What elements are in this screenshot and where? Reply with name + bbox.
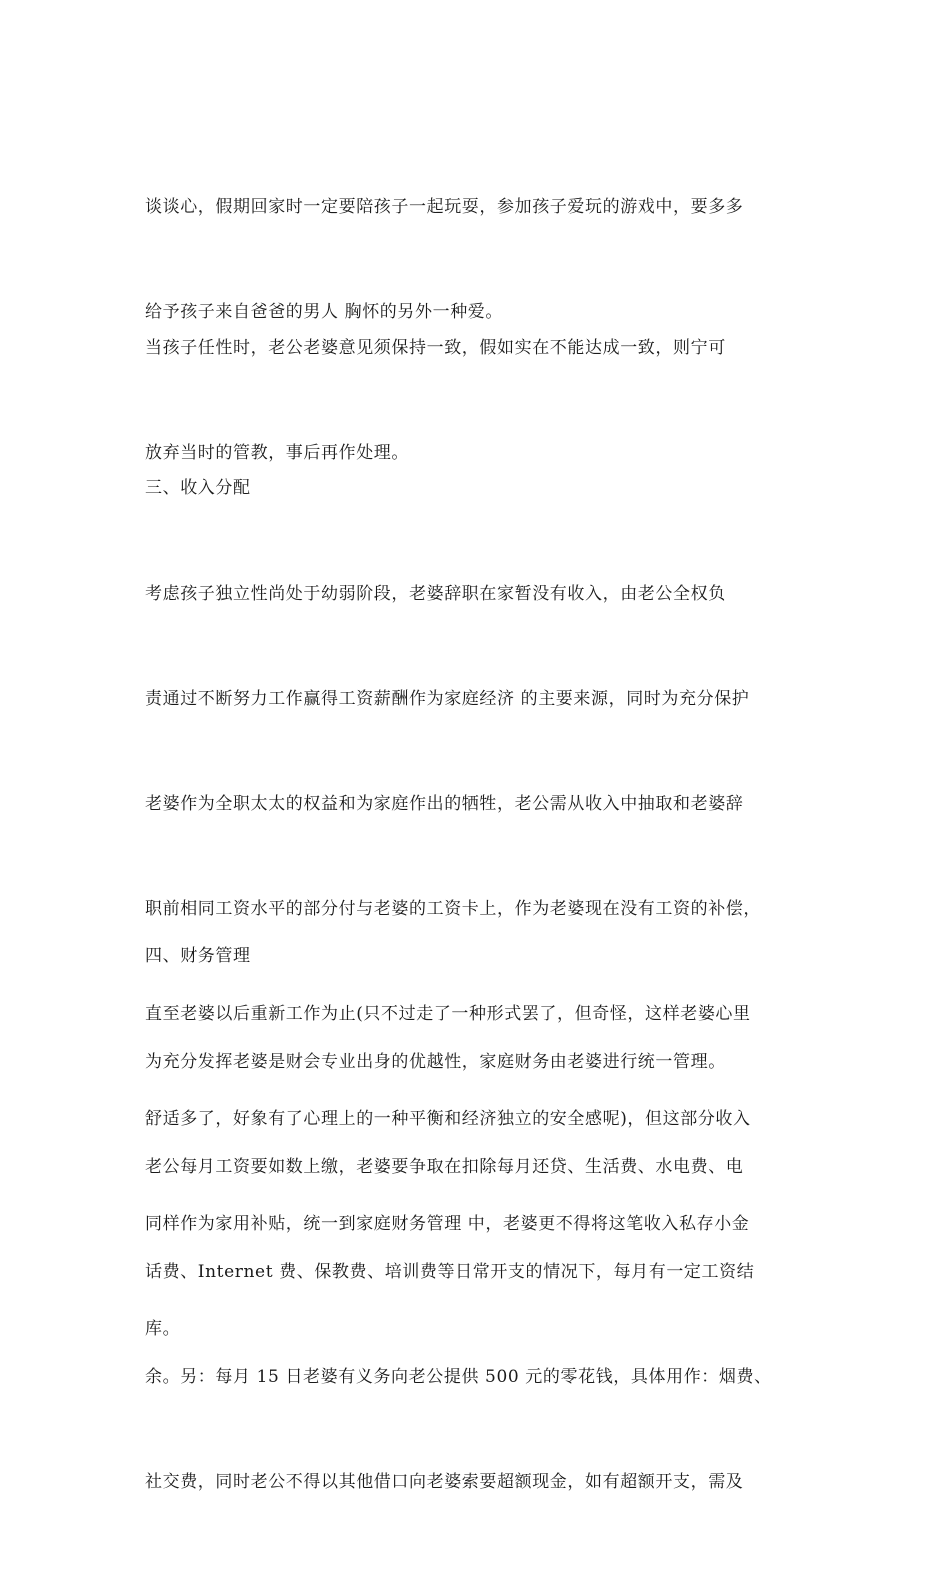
paragraph-line: 同样作为家用补贴，统一到家庭财务管理 中，老婆更不得将这笔收入私存小金 xyxy=(145,1214,750,1234)
section-heading-text: 四、财务管理 xyxy=(145,946,251,966)
paragraph-line: 当孩子任性时，老公老婆意见须保持一致，假如实在不能达成一致，则宁可 xyxy=(145,338,726,358)
paragraph-line: 直至老婆以后重新工作为止(只不过走了一种形式罢了，但奇怪，这样老婆心里 xyxy=(145,1004,751,1024)
paragraph-line: 舒适多了，好象有了心理上的一种平衡和经济独立的安全感呢)，但这部分收入 xyxy=(145,1109,751,1129)
paragraph-line: 库。 xyxy=(145,1319,181,1339)
paragraph-line: 话费、Internet 费、保教费、培训费等日常开支的情况下，每月有一定工资结 xyxy=(145,1262,755,1282)
paragraph-line: 谈谈心，假期回家时一定要陪孩子一起玩耍，参加孩子爱玩的游戏中，要多多 xyxy=(145,197,744,217)
paragraph-line: 为充分发挥老婆是财会专业出身的优越性，家庭财务由老婆进行统一管理。 xyxy=(145,1052,726,1072)
paragraph-line: 职前相同工资水平的部分付与老婆的工资卡上，作为老婆现在没有工资的补偿， xyxy=(145,899,761,919)
paragraph-line: 给予孩子来自爸爸的男人 胸怀的另外一种爱。 xyxy=(145,302,504,322)
paragraph-4 xyxy=(145,975,805,1570)
paragraph-line: 考虑孩子独立性尚处于幼弱阶段，老婆辞职在家暂没有收入，由老公全权负 xyxy=(145,584,726,604)
paragraph-line: 老公每月工资要如数上缴，老婆要争取在扣除每月还贷、生活费、水电费、电 xyxy=(145,1157,744,1177)
paragraph-line: 放弃当时的管教，事后再作处理。 xyxy=(145,443,409,463)
paragraph-line: 社交费，同时老公不得以其他借口向老婆索要超额现金，如有超额开支，需及 xyxy=(145,1472,744,1492)
section-heading-text: 三、收入分配 xyxy=(145,478,251,498)
paragraph-line: 老婆作为全职太太的权益和为家庭作出的牺牲，老公需从收入中抽取和老婆辞 xyxy=(145,794,744,814)
paragraph-line: 余。另：每月 15 日老婆有义务向老公提供 500 元的零花钱，具体用作：烟费、 xyxy=(145,1367,772,1387)
paragraph-line: 责通过不断努力工作赢得工资薪酬作为家庭经济 的主要来源，同时为充分保护 xyxy=(145,689,750,709)
